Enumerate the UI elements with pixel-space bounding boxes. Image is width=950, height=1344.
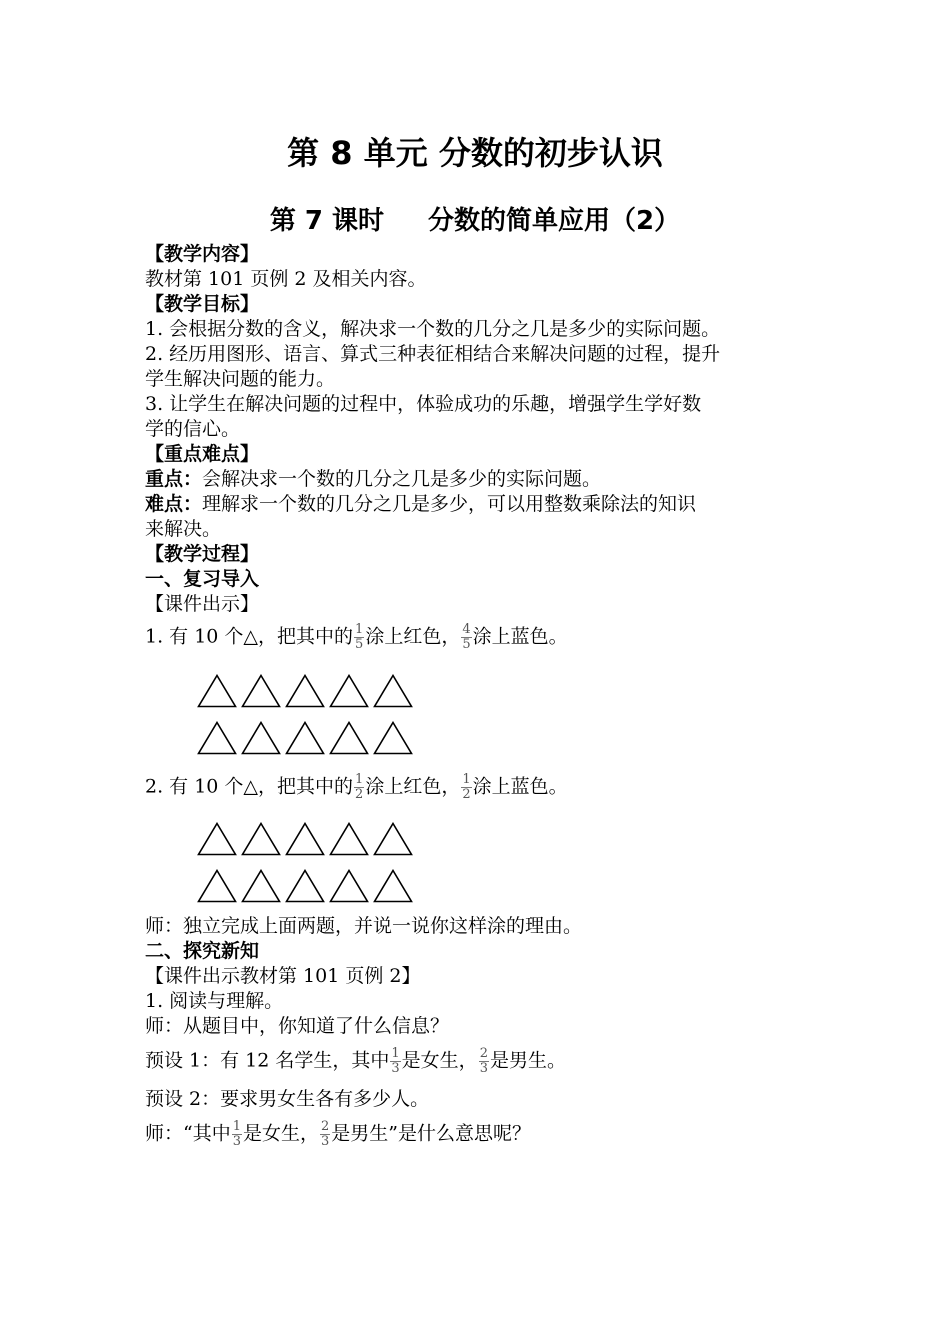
preset-1-text: 是女生， — [401, 1049, 478, 1072]
goal-1: 1. 会根据分数的含义，解决求一个数的几分之几是多少的实际问题。 — [145, 318, 721, 340]
question-2 — [145, 773, 568, 802]
difficulty-line2: 来解决。 — [145, 518, 222, 540]
triangle-shape — [329, 822, 369, 856]
preset-1-text: 预设 1：有 12 名学生，其中 — [145, 1049, 390, 1072]
section-heading-process: 【教学过程】 — [145, 543, 260, 565]
fraction-denominator: 2 — [355, 787, 364, 802]
triangle-row — [197, 869, 413, 903]
triangle-shape — [329, 674, 369, 708]
difficulty-label: 难点： — [145, 493, 203, 515]
fraction-denominator: 2 — [462, 787, 471, 802]
fraction — [461, 773, 471, 802]
triangle-shape — [329, 869, 369, 903]
triangle-shape — [373, 721, 413, 755]
courseware-label-1: 【课件出示】 — [145, 593, 260, 615]
question-1 — [145, 623, 568, 652]
fraction-numerator: 1 — [232, 1119, 241, 1134]
fraction — [479, 1047, 489, 1076]
teacher-line-3 — [145, 1120, 531, 1149]
part-1-heading: 一、复习导入 — [145, 568, 260, 590]
question-1-text: 涂上蓝色。 — [472, 625, 568, 648]
triangle-shape — [197, 869, 237, 903]
fraction — [320, 1120, 330, 1149]
fraction-denominator: 3 — [232, 1134, 241, 1149]
triangle-shape — [285, 721, 325, 755]
triangle-row — [197, 721, 413, 755]
goal-3-line1: 3. 让学生在解决问题的过程中，体验成功的乐趣，增强学生学好数 — [145, 393, 702, 415]
fraction-denominator: 3 — [321, 1134, 330, 1149]
teacher-line-1: 师：独立完成上面两题，并说一说你这样涂的理由。 — [145, 915, 583, 937]
question-2-text: 2. 有 10 个△，把其中的 — [145, 775, 354, 798]
triangle-row — [197, 822, 413, 856]
triangle-shape — [241, 822, 281, 856]
triangle-shape — [241, 869, 281, 903]
fraction — [354, 623, 364, 652]
fraction-numerator: 2 — [321, 1119, 330, 1134]
fraction — [461, 623, 471, 652]
triangle-shape — [329, 721, 369, 755]
fraction-denominator: 3 — [391, 1061, 400, 1076]
fraction-denominator: 3 — [479, 1061, 488, 1076]
triangle-shape — [197, 721, 237, 755]
triangle-row — [197, 674, 413, 708]
triangle-shape — [285, 674, 325, 708]
courseware-label-2: 【课件出示教材第 101 页例 2】 — [145, 965, 421, 987]
content-text: 教材第 101 页例 2 及相关内容。 — [145, 268, 427, 290]
triangle-shape — [373, 822, 413, 856]
preset-1-text: 是男生。 — [489, 1049, 566, 1072]
preset-1 — [145, 1047, 566, 1076]
triangle-shape — [285, 869, 325, 903]
triangle-shape — [197, 674, 237, 708]
teacher-line-3-text: 是女生， — [243, 1122, 320, 1145]
section-heading-keypoints: 【重点难点】 — [145, 443, 260, 465]
triangle-shape — [197, 822, 237, 856]
question-2-text: 涂上蓝色。 — [472, 775, 568, 798]
triangle-shape — [373, 674, 413, 708]
fraction — [232, 1120, 242, 1149]
teacher-line-2: 师：从题目中，你知道了什么信息？ — [145, 1015, 450, 1037]
section-heading-goals: 【教学目标】 — [145, 293, 260, 315]
fraction-numerator: 1 — [462, 772, 471, 787]
fraction-numerator: 2 — [479, 1046, 488, 1061]
key-point — [145, 467, 601, 491]
lesson-number: 第 7 课时 — [269, 206, 385, 236]
read-understand: 1. 阅读与理解。 — [145, 990, 284, 1012]
fraction-numerator: 1 — [391, 1046, 400, 1061]
fraction — [354, 773, 364, 802]
section-heading-content: 【教学内容】 — [145, 243, 260, 265]
fraction-numerator: 1 — [355, 772, 364, 787]
triangle-shape — [285, 822, 325, 856]
lesson-subtitle — [0, 200, 950, 237]
lesson-topic: 分数的简单应用（2） — [428, 206, 681, 236]
key-point-label: 重点： — [145, 468, 203, 490]
teacher-line-3-text: 师：“其中 — [145, 1122, 231, 1145]
fraction-numerator: 4 — [462, 622, 471, 637]
question-1-text: 1. 有 10 个△，把其中的 — [145, 625, 354, 648]
teacher-line-3-text: 是男生”是什么意思呢？ — [331, 1122, 532, 1145]
difficulty-text: 理解求一个数的几分之几是多少，可以用整数乘除法的知识 — [202, 493, 697, 515]
triangle-shape — [373, 869, 413, 903]
fraction-numerator: 1 — [355, 622, 364, 637]
part-2-heading: 二、探究新知 — [145, 940, 260, 962]
triangle-shape — [241, 674, 281, 708]
difficulty-line1 — [145, 492, 696, 516]
question-2-text: 涂上红色， — [365, 775, 461, 798]
fraction-denominator: 5 — [355, 637, 364, 652]
fraction-denominator: 5 — [462, 637, 471, 652]
page-title: 第 8 单元 分数的初步认识 — [287, 134, 663, 172]
goal-2-line2: 学生解决问题的能力。 — [145, 368, 336, 390]
fraction — [390, 1047, 400, 1076]
goal-2-line1: 2. 经历用图形、语言、算式三种表征相结合来解决问题的过程，提升 — [145, 343, 721, 365]
triangle-shape — [241, 721, 281, 755]
goal-3-line2: 学的信心。 — [145, 418, 241, 440]
question-1-text: 涂上红色， — [365, 625, 461, 648]
key-point-text: 会解决求一个数的几分之几是多少的实际问题。 — [202, 468, 602, 490]
preset-2: 预设 2：要求男女生各有多少人。 — [145, 1088, 430, 1110]
